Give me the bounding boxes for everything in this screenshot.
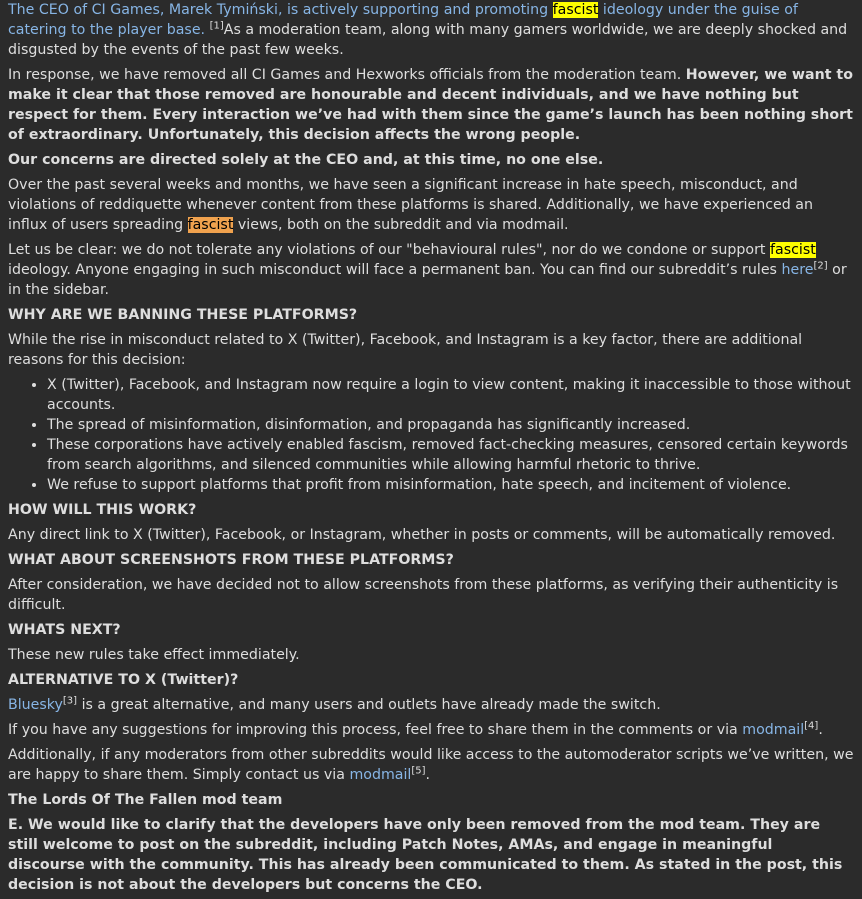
modmail-link[interactable]: modmail	[742, 722, 805, 738]
search-highlight: fascist	[770, 242, 816, 258]
paragraph-automod: Additionally, if any moderators from other subreddits would like access to the automoderator scripts we’ve written, we are happy to share them. Simply contact us via modmail[5].	[8, 747, 854, 783]
paragraph-response: In response, we have removed all CI Games and Hexworks officials from the moderation team. However, we want to make it clear that those removed are honourable and decent individuals, and we have nothing but respect for them. Every interaction we’ve had with them since the game’s launch has been nothing short of extraordinary. Unfortunately, this decision affects the wrong people.	[8, 67, 853, 143]
paragraph-hate-speech: Over the past several weeks and months, we have seen a significant increase in hate speech, misconduct, and violations of reddiquette whenever content from these platforms is shared. Additionally, we have experienced an influx of users spreading fascist views, both on the subreddit and via modmail.	[8, 177, 813, 233]
footnote-ref-2: [2]	[813, 260, 828, 272]
paragraph-how-work: Any direct link to X (Twitter), Facebook, or Instagram, whether in posts or comments, will be automatically removed.	[8, 527, 836, 543]
footnote-ref-5: [5]	[411, 765, 426, 777]
paragraph-screenshots: After consideration, we have decided not to allow screenshots from these platforms, as verifying their authenticity is difficult.	[8, 577, 839, 613]
search-highlight: fascist	[552, 2, 599, 18]
list-item: • The spread of misinformation, disinformation, and propaganda has significantly increased.	[47, 415, 854, 435]
paragraph-intro: The CEO of CI Games, Marek Tymiński, is actively supporting and promoting fascist ideology under the guise of catering to the player base. [1]As a moderation team, along with many gamers worldwide, we are deeply shocked and disgusted by the events of the past few weeks.	[8, 2, 848, 58]
ceo-link[interactable]: The CEO of CI Games, Marek Tymiński, is actively supporting and promoting fascist ideology under the guise of catering to the player base.	[8, 2, 798, 38]
paragraph-whats-next: These new rules take effect immediately.	[8, 647, 300, 663]
modmail-link[interactable]: modmail	[349, 767, 412, 783]
heading-how-work: HOW WILL THIS WORK?	[8, 502, 197, 518]
list-item: • These corporations have actively enabled fascism, removed fact-checking measures, censored certain keywords from search algorithms, and silenced communities while allowing harmful rhetoric to thrive.	[47, 435, 854, 475]
list-item: • X (Twitter), Facebook, and Instagram now require a login to view content, making it inaccessible to those without accounts.	[47, 375, 854, 415]
paragraph-bluesky: Bluesky[3] is a great alternative, and many users and outlets have already made the switch.	[8, 695, 661, 713]
rules-link[interactable]: here	[781, 262, 814, 278]
paragraph-reasons: While the rise in misconduct related to X (Twitter), Facebook, and Instagram is a key factor, there are additional reasons for this decision:	[8, 332, 803, 368]
edit-note: E. We would like to clarify that the developers have only been removed from the mod team. They are still welcome to post on the subreddit, including Patch Notes, AMAs, and engage in meaningful discourse with the community. This has already been communicated to them. As stated in the post, this decision is not about the developers but concerns the CEO.	[8, 817, 843, 893]
heading-why-banning: WHY ARE WE BANNING THESE PLATFORMS?	[8, 307, 358, 323]
signature: The Lords Of The Fallen mod team	[8, 792, 283, 808]
list-item: • We refuse to support platforms that profit from misinformation, hate speech, and incitement of violence.	[47, 475, 854, 495]
heading-screenshots: WHAT ABOUT SCREENSHOTS FROM THESE PLATFORMS?	[8, 552, 454, 568]
reasons-list	[8, 375, 854, 495]
heading-alternative: ALTERNATIVE TO X (Twitter)?	[8, 672, 239, 688]
paragraph-suggestions: If you have any suggestions for improving this process, feel free to share them in the comments or via modmail[4].	[8, 720, 823, 738]
paragraph-rules: Let us be clear: we do not tolerate any violations of our "behavioural rules", nor do we condone or support fascist ideology. Anyone engaging in such misconduct will face a permanent ban. You can find our subreddit’s rules here[2] or in the sidebar.	[8, 242, 847, 298]
paragraph-concerns: Our concerns are directed solely at the CEO and, at this time, no one else.	[8, 152, 604, 168]
footnote-ref-1: [1]	[209, 20, 224, 32]
footnote-ref-4: [4]	[804, 720, 819, 732]
heading-whats-next: WHATS NEXT?	[8, 622, 121, 638]
bluesky-link[interactable]: Bluesky	[8, 697, 63, 713]
search-highlight-current: fascist	[187, 217, 234, 233]
footnote-ref-3: [3]	[62, 695, 78, 707]
